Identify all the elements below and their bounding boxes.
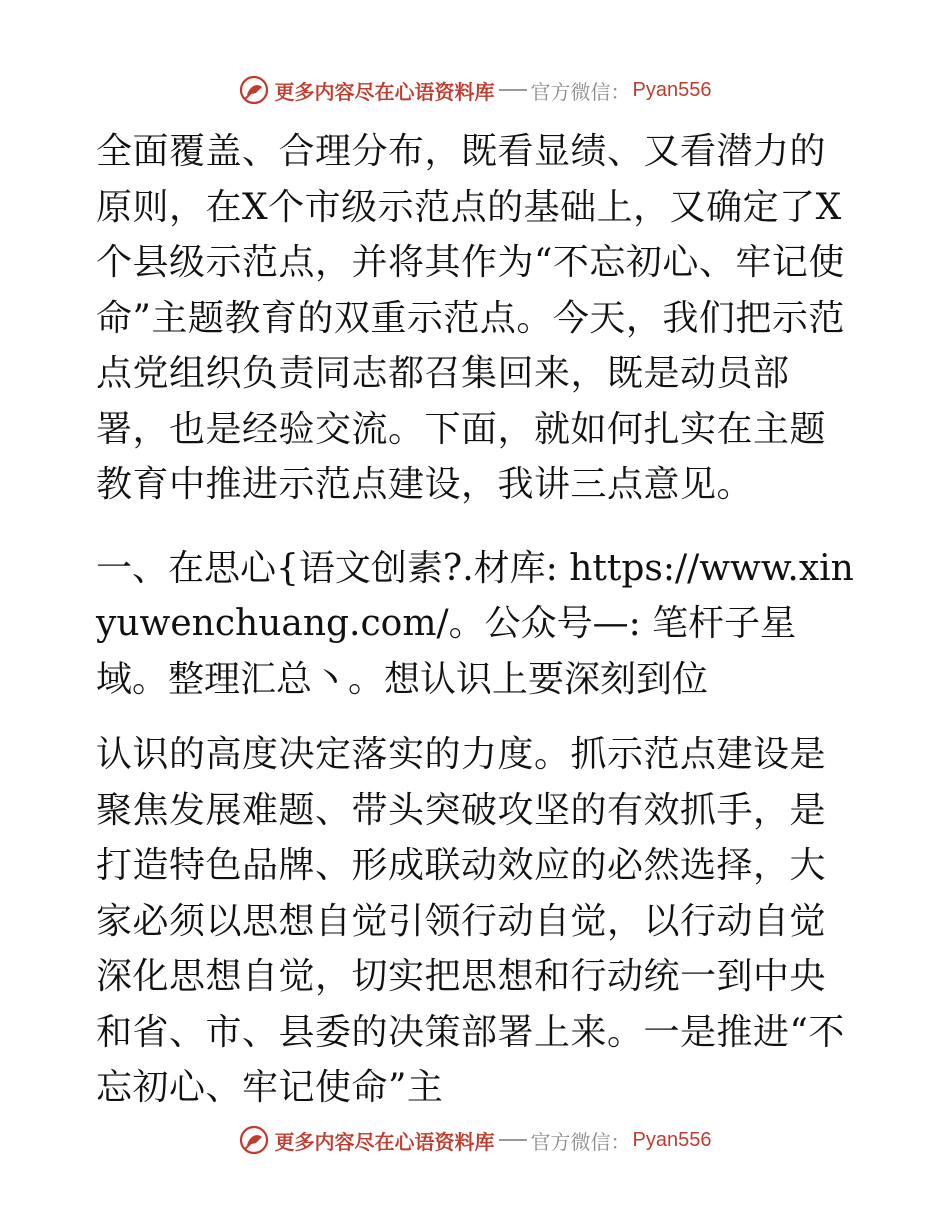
banner-wechat-label: 官方微信：: [530, 1129, 631, 1154]
paragraph-section-1: 认识的高度决定落实的力度。抓示范点建设是聚焦发展难题、带头突破攻坚的有效抓手，是打造特色品牌、形成联动效应的必然选择，大家必须以思想自觉引领行动自觉，以行动自觉深化思想自觉，切实把思想和行动统一到中央和省、市、县委的决策部署上来。一是推进“不忘初心、牢记使命”主: [96, 734, 845, 1108]
banner-wechat-id: Pyan556: [632, 78, 712, 101]
banner-wechat-label: 官方微信：: [530, 79, 631, 104]
banner-dash: [499, 1139, 527, 1141]
section-heading-1: 一、在思心{语文创素?.材库: https://www.xinyuwenchuang.com/。公众号—: 笔杆子星域。整理汇总丶。想认识上要深刻到位: [96, 547, 854, 700]
banner-dash: [499, 89, 527, 91]
xinyu-logo-icon: [239, 1125, 269, 1155]
spacer: [96, 513, 856, 533]
banner-title: 更多内容尽在心语资料库: [274, 79, 495, 104]
spacer: [96, 707, 856, 727]
paragraph-intro: 全面覆盖、合理分布，既看显绩、又看潜力的原则，在X个市级示范点的基础上，又确定了X个县级示范点，并将其作为“不忘初心、牢记使命”主题教育的双重示范点。今天，我们把示范点党组织负责同志都召集回来，既是动员部署，也是经验交流。下面，就如何扎实在主题教育中推进示范点建设，我讲三点意见。: [96, 131, 845, 505]
header-banner: [0, 70, 950, 110]
banner-wechat-id: Pyan556: [632, 1128, 712, 1151]
document-body: [96, 124, 856, 1116]
footer-banner: [0, 1120, 950, 1160]
banner-title: 更多内容尽在心语资料库: [274, 1129, 495, 1154]
xinyu-logo-icon: [239, 75, 269, 105]
